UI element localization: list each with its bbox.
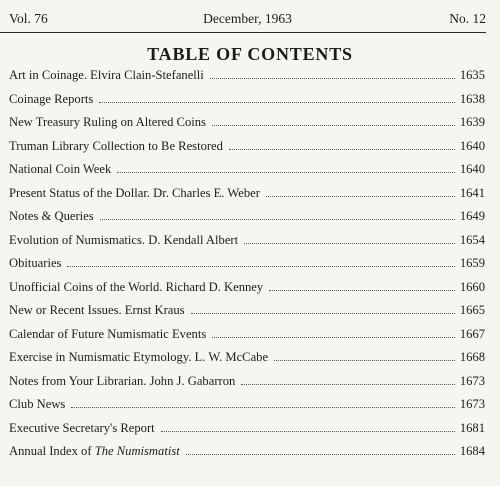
entry-page-number: 1640 xyxy=(459,138,485,153)
contents-entry xyxy=(9,421,485,445)
dot-leader xyxy=(100,215,455,220)
entry-page-number: 1668 xyxy=(459,350,485,364)
entry-title: Club News xyxy=(9,397,66,411)
contents-entry xyxy=(9,92,485,116)
entry-page-number: 1649 xyxy=(459,209,485,223)
entry-title: New or Recent Issues. Ernst Kraus xyxy=(9,303,185,317)
contents-entry xyxy=(9,162,485,186)
dot-leader xyxy=(161,427,455,432)
entry-page-number: 1673 xyxy=(459,373,485,388)
dot-leader xyxy=(274,356,455,361)
contents-entry xyxy=(9,256,485,280)
volume-label: Vol. 76 xyxy=(9,11,48,26)
entry-title: Calendar of Future Numismatic Events xyxy=(9,326,207,341)
dot-leader xyxy=(266,192,455,197)
entry-page-number: 1639 xyxy=(459,115,485,129)
contents-entry xyxy=(9,303,485,327)
entry-title: Truman Library Collection to Be Restored xyxy=(9,138,223,153)
entry-title: Exercise in Numismatic Etymology. L. W. McCabe xyxy=(9,350,269,364)
contents-entry xyxy=(9,115,485,139)
entry-title-text: Annual Index of xyxy=(9,444,92,458)
contents-entry xyxy=(9,397,485,421)
contents-entry xyxy=(9,280,485,304)
header-rule xyxy=(0,32,486,33)
dot-leader xyxy=(99,98,455,103)
page-header xyxy=(9,8,486,30)
entry-title: Evolution of Numismatics. D. Kendall Albert xyxy=(9,232,239,247)
dot-leader xyxy=(241,380,455,385)
entry-page-number: 1681 xyxy=(459,420,485,435)
entry-title: Executive Secretary's Report xyxy=(9,420,155,435)
dot-leader xyxy=(191,309,455,314)
contents-list xyxy=(9,68,485,468)
entry-page-number: 1660 xyxy=(459,279,485,294)
entry-title: National Coin Week xyxy=(9,162,112,176)
entry-title: Present Status of the Dollar. Dr. Charles E. Weber xyxy=(9,185,260,200)
entry-page-number: 1640 xyxy=(459,162,485,176)
entry-page-number: 1673 xyxy=(459,397,485,411)
dot-leader xyxy=(269,286,455,291)
entry-page-number: 1659 xyxy=(459,256,485,270)
entry-title: Obituaries xyxy=(9,256,62,270)
entry-title: Unofficial Coins of the World. Richard D. Kenney xyxy=(9,279,264,294)
entry-title: Notes from Your Librarian. John J. Gabarron xyxy=(9,373,236,388)
entry-title: New Treasury Ruling on Altered Coins xyxy=(9,115,206,129)
contents-entry xyxy=(9,68,485,92)
issue-date: December, 1963 xyxy=(203,11,292,26)
entry-page-number: 1684 xyxy=(459,444,485,458)
dot-leader xyxy=(244,239,455,244)
dot-leader xyxy=(117,168,455,173)
dot-leader xyxy=(212,121,455,126)
entry-page-number: 1667 xyxy=(459,326,485,341)
entry-title: Art in Coinage. Elvira Clain-Stefanelli xyxy=(9,68,204,82)
entry-title: Coinage Reports xyxy=(9,91,94,106)
contents-entry xyxy=(9,327,485,351)
contents-entry xyxy=(9,209,485,233)
page-title: TABLE OF CONTENTS xyxy=(147,44,353,64)
issue-number: No. 12 xyxy=(449,11,486,26)
entry-page-number: 1638 xyxy=(459,91,485,106)
contents-entry xyxy=(9,350,485,374)
dot-leader xyxy=(212,333,455,338)
entry-page-number: 1665 xyxy=(459,303,485,317)
contents-entry xyxy=(9,139,485,163)
entry-page-number: 1641 xyxy=(459,185,485,200)
entry-title: Notes & Queries xyxy=(9,209,94,223)
dot-leader xyxy=(210,74,455,79)
dot-leader xyxy=(71,403,454,408)
contents-entry xyxy=(9,186,485,210)
contents-entry xyxy=(9,374,485,398)
entry-page-number: 1635 xyxy=(459,68,485,82)
contents-entry xyxy=(9,444,485,468)
entry-title xyxy=(9,444,184,459)
dot-leader xyxy=(229,145,455,150)
entry-page-number: 1654 xyxy=(459,232,485,247)
journal-name: The Numismatist xyxy=(94,444,180,458)
contents-entry xyxy=(9,233,485,257)
dot-leader xyxy=(67,262,454,267)
dot-leader xyxy=(186,450,455,455)
